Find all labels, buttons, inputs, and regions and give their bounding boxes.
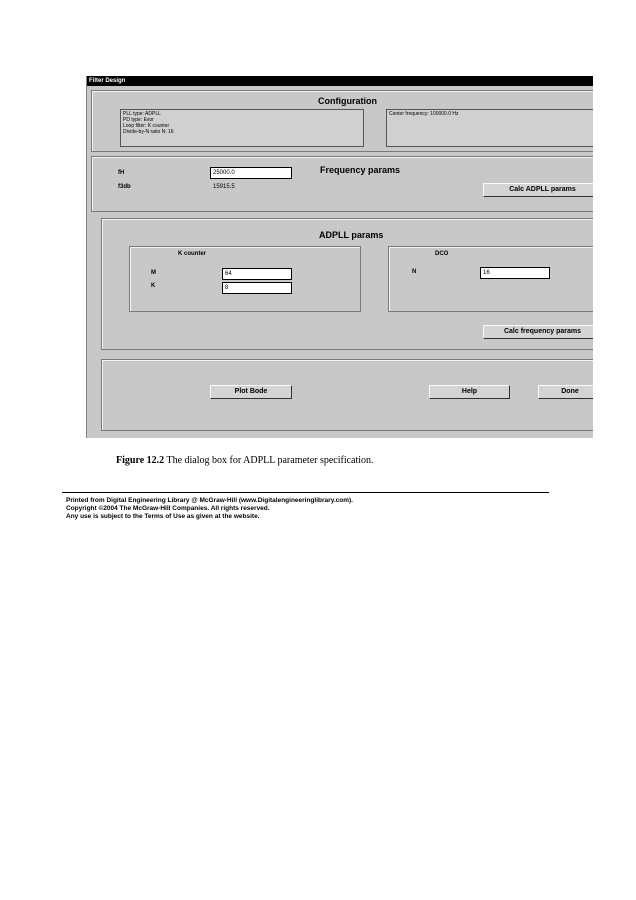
footer-line: Copyright ©2004 The McGraw-Hill Companies. All rights reserved. bbox=[66, 505, 270, 512]
footer-line: Printed from Digital Engineering Library @ McGraw-Hill (www.Digitalengineeringlibrary.com). bbox=[66, 497, 353, 504]
center-frequency-line: Center frequency: 100000.0 Hz bbox=[389, 111, 459, 117]
frequency-params-panel bbox=[91, 156, 593, 212]
k-input[interactable]: 8 bbox=[222, 282, 292, 294]
figure-label: Figure 12.2 bbox=[116, 455, 165, 466]
done-button[interactable]: Done bbox=[538, 385, 593, 399]
help-button[interactable]: Help bbox=[429, 385, 510, 399]
fh-input[interactable]: 25000.0 bbox=[210, 167, 292, 179]
calc-adpll-params-button[interactable]: Calc ADPLL params bbox=[483, 183, 593, 197]
k-label: K bbox=[151, 283, 156, 289]
figure-caption bbox=[116, 455, 374, 466]
summary-line: PD type: Exor bbox=[123, 117, 154, 123]
k-counter-title: K counter bbox=[178, 251, 207, 257]
footer-rule bbox=[62, 492, 549, 493]
n-label: N bbox=[412, 269, 417, 275]
configuration-title: Configuration bbox=[318, 96, 377, 106]
n-input[interactable]: 16 bbox=[480, 267, 550, 279]
calc-frequency-params-button[interactable]: Calc frequency params bbox=[483, 325, 593, 339]
actions-panel bbox=[101, 359, 593, 431]
m-label: M bbox=[151, 270, 156, 276]
adpll-params-panel bbox=[101, 218, 593, 350]
adpll-params-title: ADPLL params bbox=[319, 230, 384, 240]
center-frequency-box bbox=[386, 109, 593, 147]
dco-title: DCO bbox=[435, 251, 449, 257]
footer-notice bbox=[66, 497, 353, 521]
frequency-params-title: Frequency params bbox=[320, 165, 401, 175]
summary-line: Loop filter: K counter bbox=[123, 123, 170, 129]
configuration-panel bbox=[91, 90, 593, 152]
footer-line: Any use is subject to the Terms of Use as given at the website. bbox=[66, 513, 260, 520]
plot-bode-button[interactable]: Plot Bode bbox=[210, 385, 292, 399]
f3db-value: 15915.5 bbox=[213, 184, 235, 190]
pll-summary-box bbox=[120, 109, 364, 147]
dco-panel bbox=[388, 246, 593, 312]
m-input[interactable]: 64 bbox=[222, 268, 292, 280]
filter-design-dialog bbox=[86, 76, 593, 438]
dialog-title-bar: Filter Design bbox=[87, 76, 593, 86]
summary-line: PLL type: ADPLL bbox=[123, 111, 161, 117]
k-counter-panel bbox=[129, 246, 361, 312]
fh-label: fH bbox=[118, 170, 125, 176]
f3db-label: f3db bbox=[118, 184, 131, 190]
summary-line: Divide-by-N ratio N: 16 bbox=[123, 129, 174, 135]
figure-caption-text: The dialog box for ADPLL parameter specification. bbox=[166, 455, 374, 466]
